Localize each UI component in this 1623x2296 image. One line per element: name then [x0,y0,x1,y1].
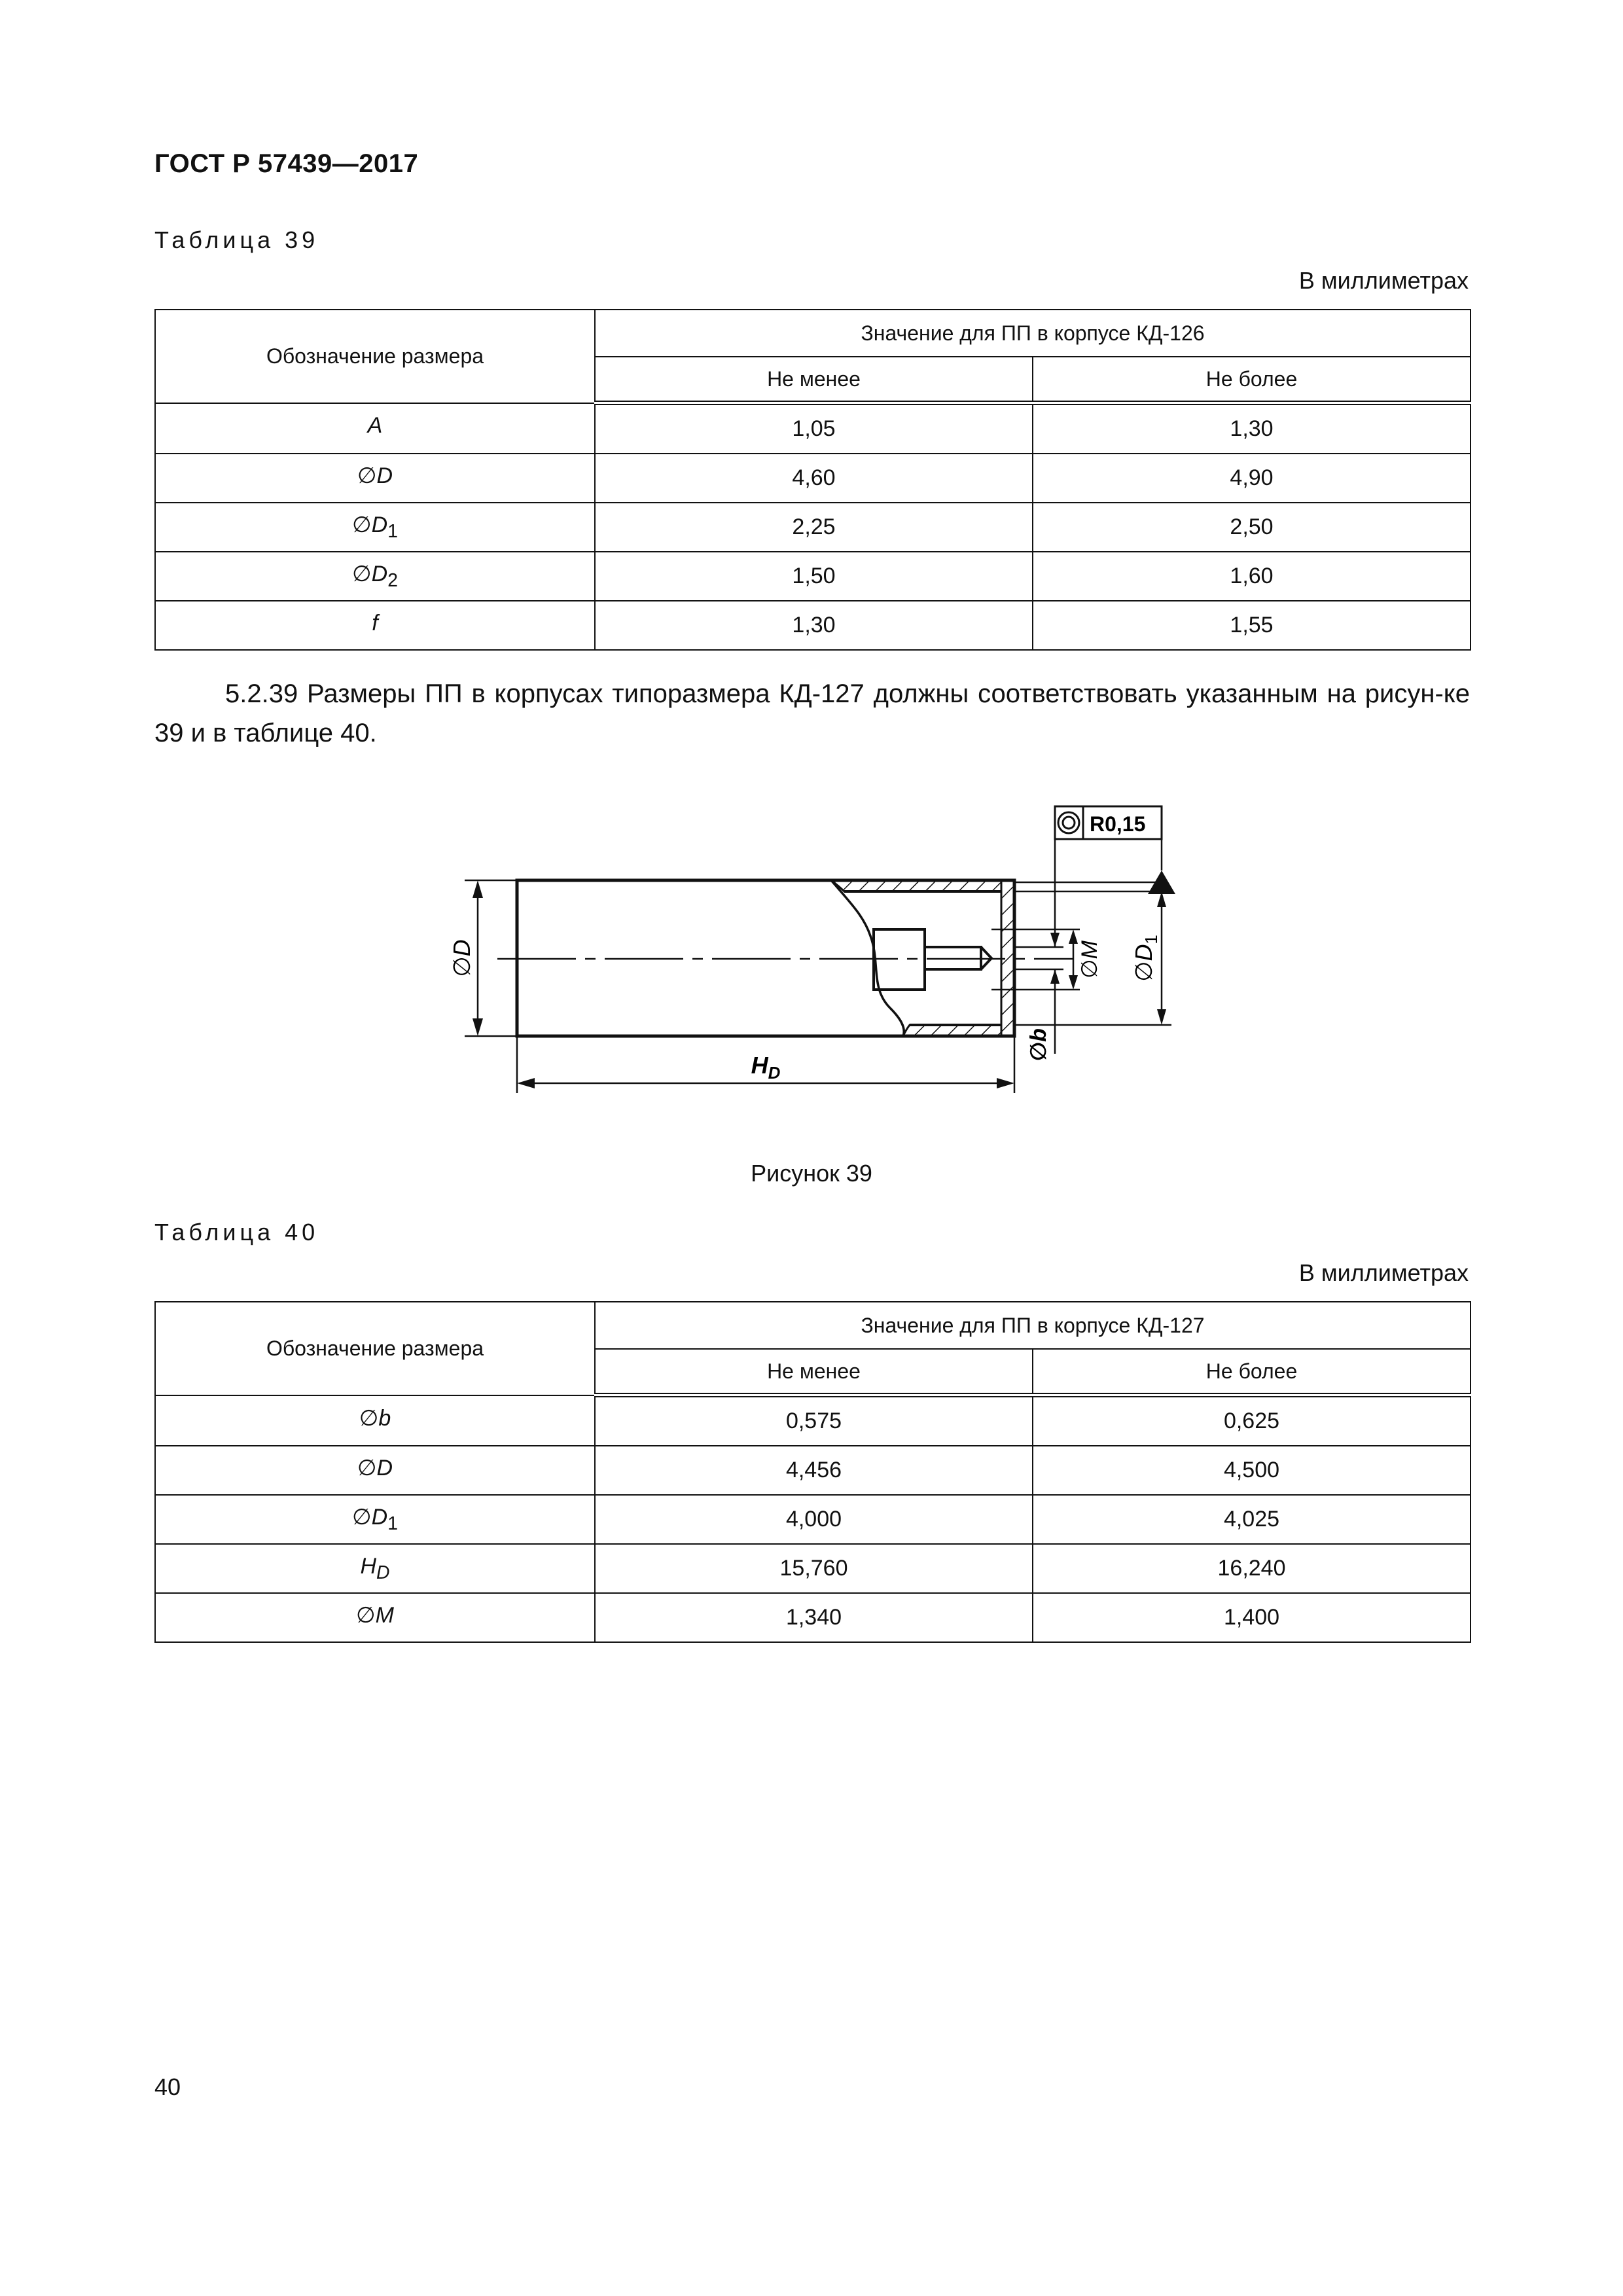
end-wall-hatch [1001,880,1014,1036]
designation-cell: $H_D$ [155,1544,595,1593]
table-row [155,503,1471,552]
wall-hatch-bottom [903,1025,1001,1036]
designation-cell: ∅D [155,1446,595,1495]
label-b: ∅b [1026,1028,1051,1061]
table-row [155,601,1471,650]
designation-cell: ∅D [155,454,595,503]
wall-hatch-top [831,880,1001,891]
table-39-units: В миллиметрах [1298,267,1469,294]
table-40 [154,1301,1471,1643]
standard-code: ГОСТ Р 57439—2017 [154,149,419,178]
min-cell: 1,05 [595,403,1033,454]
max-cell: 1,400 [1033,1593,1471,1642]
table-40-caption: Таблица 40 [154,1219,319,1246]
max-cell: 4,500 [1033,1446,1471,1495]
header-value-group: Значение для ПП в корпусе КД-126 [595,310,1471,357]
table-row [155,1495,1471,1544]
max-cell: 1,55 [1033,601,1471,650]
designation-cell: A [155,403,595,454]
min-cell: 4,456 [595,1446,1033,1495]
header-value-group: Значение для ПП в корпусе КД-127 [595,1302,1471,1349]
table-row [155,1395,1471,1446]
max-cell: 4,025 [1033,1495,1471,1544]
figure-39-caption: Рисунок 39 [751,1160,872,1187]
min-cell: 0,575 [595,1395,1033,1446]
page-number: 40 [154,2073,181,2100]
designation-cell: ∅b [155,1395,595,1446]
table-row [155,403,1471,454]
max-cell: 2,50 [1033,503,1471,552]
min-cell: 1,30 [595,601,1033,650]
min-cell: 4,000 [595,1495,1033,1544]
max-cell: 1,60 [1033,552,1471,601]
label-HD: $H_D$ [751,1052,781,1083]
figure-39-drawing [0,785,1623,1126]
label-D: ∅D [448,939,475,977]
max-cell: 0,625 [1033,1395,1471,1446]
min-cell: 2,25 [595,503,1033,552]
header-designation: Обозначение размера [155,310,595,403]
min-cell: 1,50 [595,552,1033,601]
table-row [155,1544,1471,1593]
max-cell: 4,90 [1033,454,1471,503]
table-40-units: В миллиметрах [1298,1259,1469,1286]
designation-cell: ∅M [155,1593,595,1642]
table-39-caption: Таблица 39 [154,226,319,253]
table-39 [154,309,1471,651]
table-row [155,454,1471,503]
max-cell: 1,30 [1033,403,1471,454]
paragraph-5-2-39: 5.2.39 Размеры ПП в корпусах типоразмера КД-127 должны соответствовать указанным на рисун-ке 39 и в таблице 40. [154,679,1470,747]
table-row [155,552,1471,601]
header-max: Не более [1033,1349,1471,1395]
min-cell: 4,60 [595,454,1033,503]
min-cell: 15,760 [595,1544,1033,1593]
designation-cell: $\emptyset D_2$ [155,552,595,601]
header-designation: Обозначение размера [155,1302,595,1395]
header-min: Не менее [595,1349,1033,1395]
table-row [155,1593,1471,1642]
header-max: Не более [1033,357,1471,403]
min-cell: 1,340 [595,1593,1033,1642]
max-cell: 16,240 [1033,1544,1471,1593]
designation-cell: $\emptyset D_1$ [155,1495,595,1544]
designation-cell: $\emptyset D_1$ [155,503,595,552]
table-row [155,1446,1471,1495]
tolerance-value: R0,15 [1090,812,1146,836]
label-M: ∅M [1077,941,1102,978]
header-min: Не менее [595,357,1033,403]
designation-cell: f [155,601,595,650]
label-D1: $\emptyset D_1$ [1130,935,1161,982]
